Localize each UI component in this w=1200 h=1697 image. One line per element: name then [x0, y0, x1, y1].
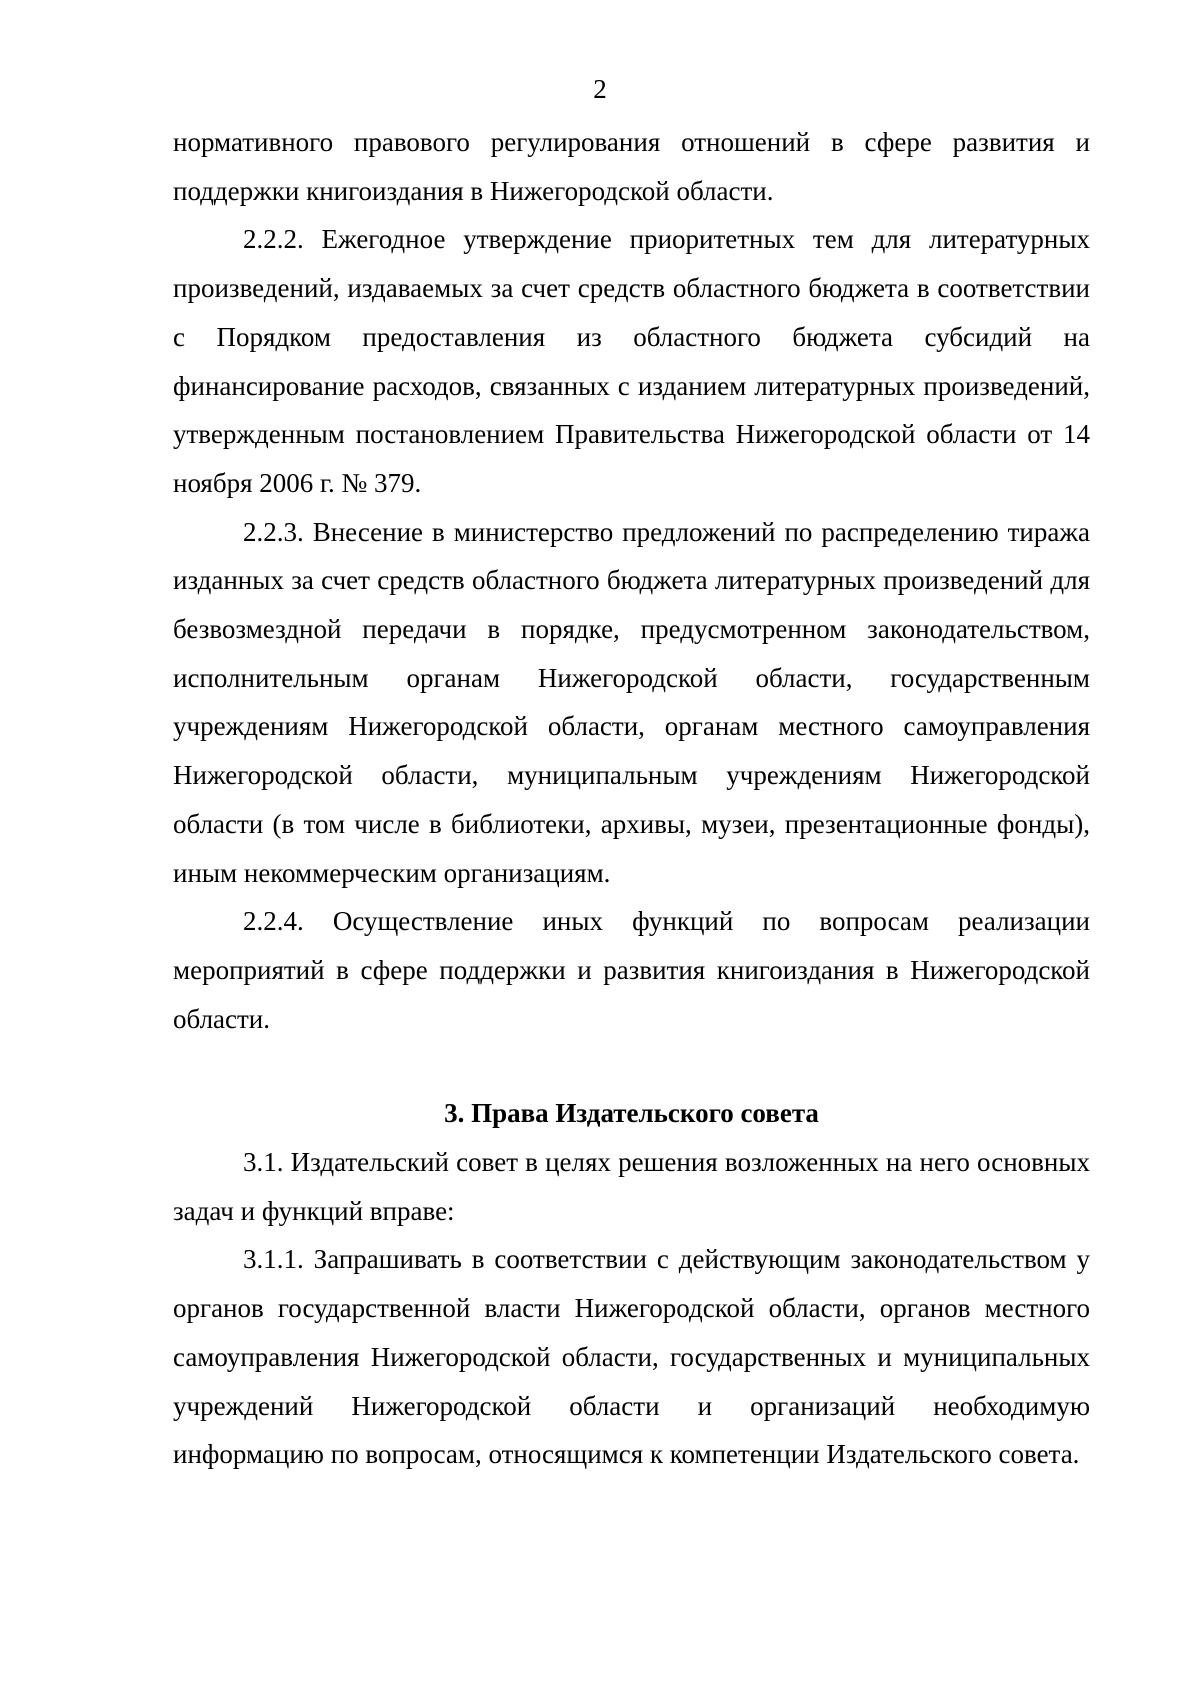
paragraph-3-1: 3.1. Издательский совет в целях решения возложенных на него основных задач и функций вправе: [173, 1147, 1090, 1226]
paragraph-2-2-3: 2.2.3. Внесение в министерство предложений по распределению тиража изданных за счет средств областного бюджета литературных произведений для безвозмездной передачи в порядке, предусмотренном законодательством, исполнительным органам Нижегородской области, государственным учреждениям Нижегородской области, органам местного самоуправления Нижегородской области, муниципальным учреждениям Нижегородской области (в том числе в библиотеки, архивы, музеи, презентационные фонды), иным некоммерческим организациям. [173, 516, 1090, 888]
paragraph-continuation: нормативного правового регулирования отношений в сфере развития и поддержки книгоиздания в Нижегородской области. [173, 127, 1090, 206]
paragraph-3-1-1: 3.1.1. Запрашивать в соответствии с действующим законодательством у органов государственной власти Нижегородской области, органов местного самоуправления Нижегородской области, государственных и муниципальных учреждений Нижегородской области и организаций необходимую информацию по вопросам, относящимся к компетенции Издательского совета. [173, 1244, 1090, 1470]
section-title: 3. Права Издательского совета [444, 1098, 819, 1129]
paragraph-2-2-2: 2.2.2. Ежегодное утверждение приоритетных тем для литературных произведений, издаваемых за счет средств областного бюджета в соответствии с Порядком предоставления из областного бюджета субсидий на финансирование расходов, связанных с изданием литературных произведений, утвержденным постановлением Правительства Нижегородской области от 14 ноября 2006 г. № 379. [173, 224, 1090, 498]
document-body [173, 118, 1090, 1479]
page-number: 2 [593, 74, 607, 104]
paragraph-2-2-4: 2.2.4. Осуществление иных функций по вопросам реализации мероприятий в сфере поддержки и развития книгоиздания в Нижегородской области. [173, 906, 1090, 1034]
